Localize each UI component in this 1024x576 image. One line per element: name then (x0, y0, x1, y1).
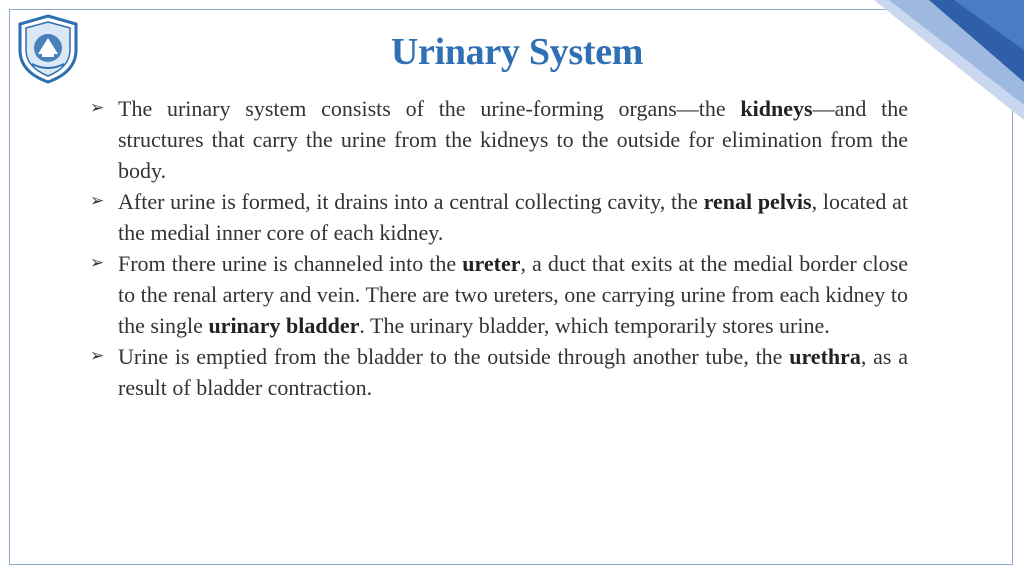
bullet-text: Urine is emptied from the bladder to the outside through another tube, the (118, 344, 790, 369)
bullet-text: From there urine is channeled into the (118, 251, 463, 276)
arrowhead-bullet-icon: ➢ (90, 253, 105, 273)
bullet-item (88, 186, 908, 248)
bullet-item (88, 248, 908, 341)
bullet-text: , located at the medial inner core of each kidney. (118, 189, 909, 245)
arrowhead-bullet-icon: ➢ (90, 98, 105, 118)
term-urinary-bladder: urinary bladder (208, 313, 360, 338)
bullet-text: , as a result of bladder contraction. (118, 344, 908, 400)
term-urethra: urethra (789, 344, 861, 369)
bullet-item (88, 341, 908, 403)
bullet-item (88, 93, 908, 186)
term-ureter: ureter (462, 251, 521, 276)
bullet-text: , a duct that exits at the medial border close to the renal artery and vein. There are two ureters, one carrying urine from each kidney to the single (118, 251, 908, 338)
term-renal-pelvis: renal pelvis (703, 189, 812, 214)
bullet-text: The urinary system consists of the urine-forming organs—the (118, 96, 741, 121)
arrowhead-bullet-icon: ➢ (90, 346, 105, 366)
slide-title: Urinary System (390, 31, 644, 73)
arrowhead-bullet-icon: ➢ (90, 191, 105, 211)
bullet-text: . The urinary bladder, which temporarily stores urine. (359, 313, 830, 338)
bullet-text: After urine is formed, it drains into a central collecting cavity, the (118, 189, 704, 214)
term-kidneys: kidneys (740, 96, 813, 121)
bullet-text: —and the structures that carry the urine from the kidneys to the outside for elimination from the body. (118, 96, 908, 183)
bullet-list (88, 93, 908, 403)
